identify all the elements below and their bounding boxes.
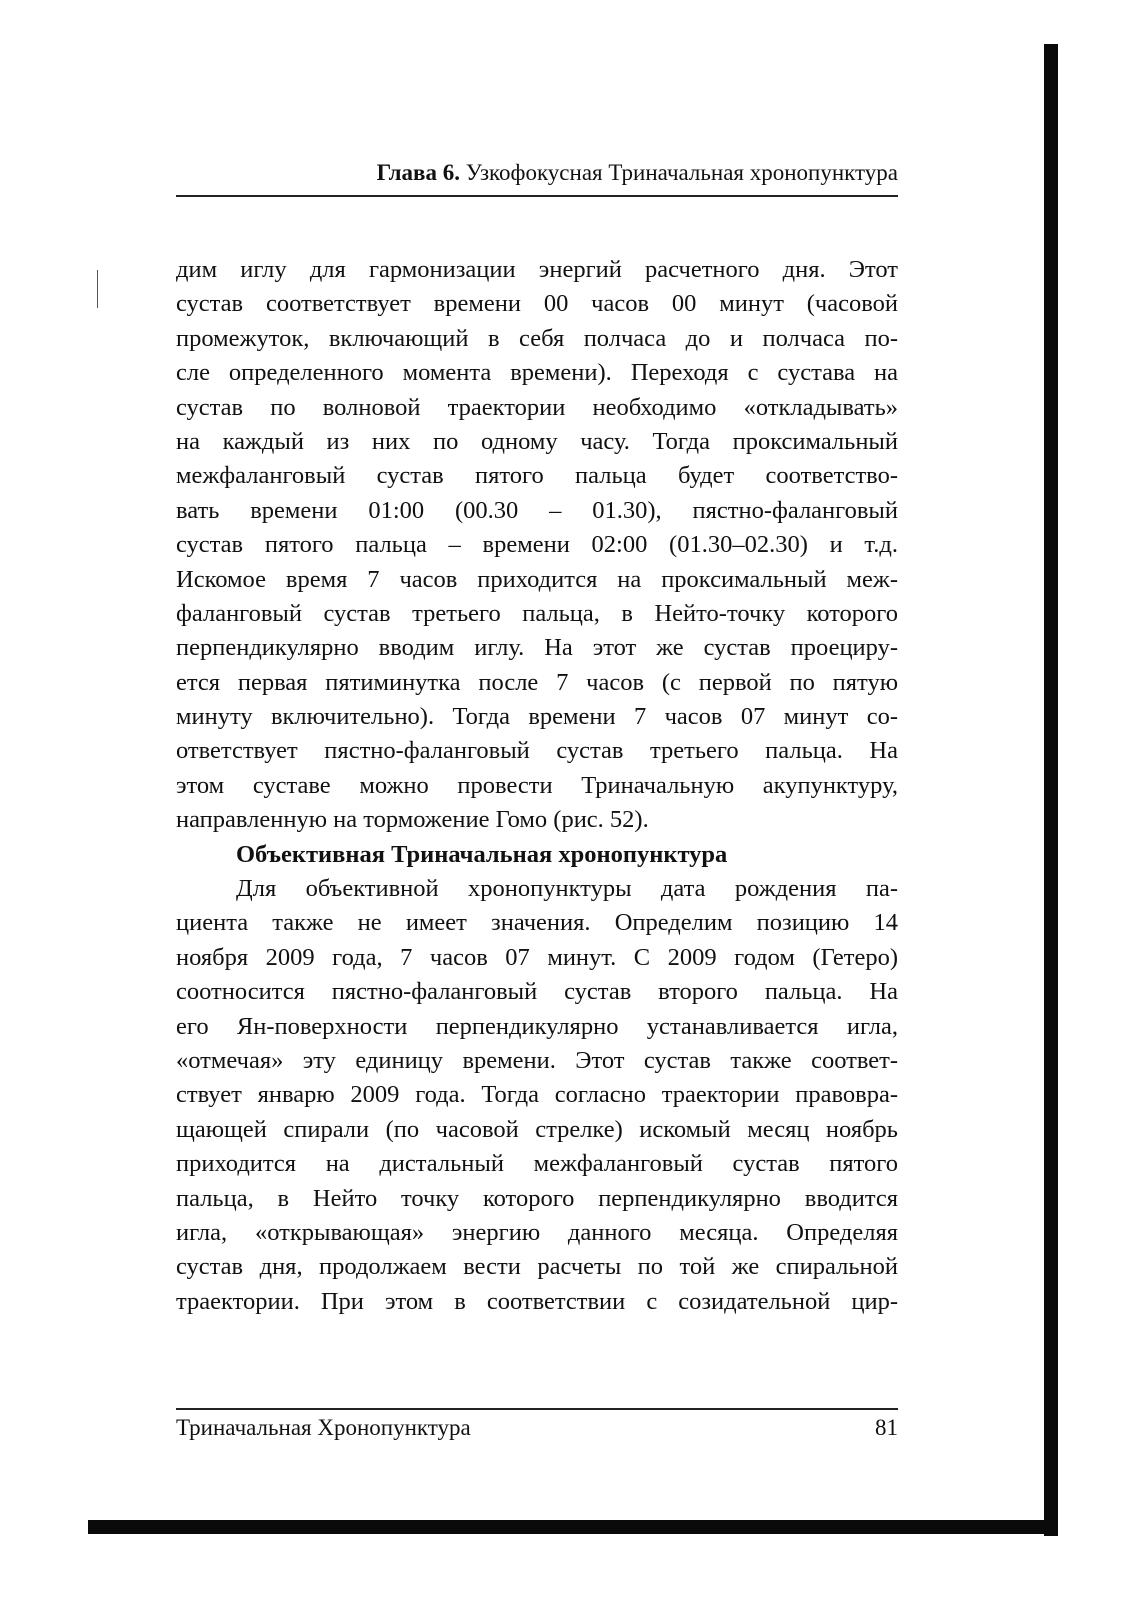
body-text	[176, 253, 898, 1319]
text-line: пальца, в Нейто точку которого перпендикулярно вводится	[176, 1184, 898, 1212]
text-line: ответствует пястно-фаланговый сустав третьего пальца. На	[176, 737, 898, 765]
text-line: щающей спирали (по часовой стрелке) искомый месяц ноябрь	[176, 1115, 898, 1143]
text-line: направленную на торможение Гомо (рис. 52).	[176, 806, 649, 834]
text-line: фаланговый сустав третьего пальца, в Нейто-точку которого	[176, 599, 898, 627]
text-line: Для объективной хронопунктуры дата рождения па-	[236, 875, 898, 903]
scan-border-right	[1044, 44, 1058, 1536]
text-line: перпендикулярно вводим иглу. На этот же сустав проециру-	[176, 634, 898, 662]
text-line: сустав дня, продолжаем вести расчеты по той же спиральной	[176, 1253, 898, 1281]
text-line: «отмечая» эту единицу времени. Этот сустав также соответ-	[176, 1046, 898, 1074]
text-line: вать времени 01:00 (00.30 – 01.30), пястно-фаланговый	[176, 496, 898, 524]
text-line: минуту включительно). Тогда времени 7 часов 07 минут со-	[176, 703, 898, 731]
text-line: сустав пятого пальца – времени 02:00 (01.30–02.30) и т.д.	[176, 531, 898, 559]
text-line: на каждый из них по одному часу. Тогда проксимальный	[176, 427, 898, 455]
page-number: 81	[875, 1415, 898, 1440]
text-line: соотносится пястно-фаланговый сустав второго пальца. На	[176, 978, 898, 1006]
text-line: ствует январю 2009 года. Тогда согласно траектории правовра-	[176, 1081, 898, 1109]
text-line: промежуток, включающий в себя полчаса до и полчаса по-	[176, 324, 898, 352]
text-line: циента также не имеет значения. Определим позицию 14	[176, 909, 898, 937]
text-line: Искомое время 7 часов приходится на проксимальный меж-	[176, 565, 898, 593]
book-title: Триначальная Хронопунктура	[176, 1415, 471, 1440]
chapter-label: Глава 6.	[376, 160, 460, 185]
text-line: дим иглу для гармонизации энергий расчетного дня. Этот	[176, 256, 898, 283]
text-line: сле определенного момента времени). Переходя с сустава на	[176, 359, 898, 387]
text-line: сустав по волновой траектории необходимо «откладывать»	[176, 393, 898, 421]
text-line: этом суставе можно провести Триначальную акупунктуру,	[176, 771, 898, 799]
footer	[176, 1413, 898, 1443]
text-line: сустав соответствует времени 00 часов 00 минут (часовой	[176, 290, 898, 318]
text-line: его Ян-поверхности перпендикулярно устанавливается игла,	[176, 1012, 898, 1040]
text-line: межфаланговый сустав пятого пальца будет соответство-	[176, 462, 898, 490]
text-line: игла, «открывающая» энергию данного месяца. Определяя	[176, 1218, 898, 1246]
running-head	[176, 158, 898, 188]
section-heading: Объективная Триначальная хронопунктура	[236, 840, 728, 868]
footer-rule	[176, 1408, 898, 1410]
text-line: траектории. При этом в соответствии с созидательной цир-	[176, 1287, 898, 1315]
chapter-title: Узкофокусная Триначальная хронопунктура	[465, 160, 898, 185]
text-line: приходится на дистальный межфаланговый сустав пятого	[176, 1150, 898, 1178]
scan-border-bottom	[88, 1520, 1058, 1534]
text-line: ноября 2009 года, 7 часов 07 минут. С 2009 годом (Гетеро)	[176, 943, 898, 971]
scan-mark	[97, 270, 98, 308]
header-rule	[176, 195, 898, 197]
text-line: ется первая пятиминутка после 7 часов (с первой по пятую	[176, 668, 898, 696]
